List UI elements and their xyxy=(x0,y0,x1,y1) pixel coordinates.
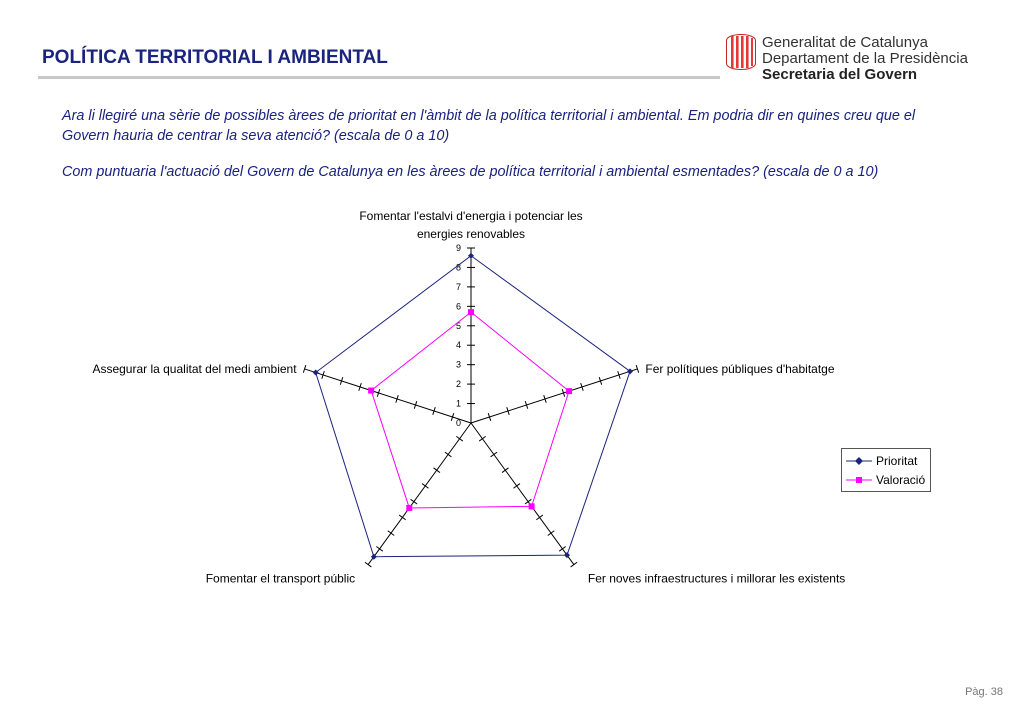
category-label: Fer polítiques públiques d'habitatge xyxy=(645,361,835,376)
brand-line1: Generalitat de Catalunya xyxy=(762,34,928,51)
radar-tick xyxy=(399,515,405,520)
category-label: Fomentar l'estalvi d'energia i potenciar les xyxy=(359,209,583,223)
category-label: energies renovables xyxy=(416,227,526,241)
radar-tick-label: 6 xyxy=(455,301,461,312)
radar-tick xyxy=(479,436,485,441)
question-rating: Com puntuaria l'actuació del Govern de Catalunya en les àrees de política territorial i ambiental esmentades? (escala de 0 a 10) xyxy=(62,164,879,180)
radar-tick-label: 7 xyxy=(455,281,461,292)
radar-tick xyxy=(513,484,519,489)
data-point-valoracio xyxy=(368,388,374,394)
data-point-valoracio xyxy=(406,505,412,511)
brand-line2: Departament de la Presidència xyxy=(762,50,968,67)
radar-tick xyxy=(422,484,428,489)
legend-swatch-valoracio xyxy=(846,475,872,485)
radar-tick-label: 5 xyxy=(455,320,461,331)
question-priority: Ara li llegiré una sèrie de possibles àrees de prioritat en l'àmbit de la política territorial i ambiental. Em podria dir en quines creu que el Govern hauria de centrar la seva atenció? (escala de 0 a 10) xyxy=(62,108,916,144)
data-point-valoracio xyxy=(468,309,474,315)
page-title: POLÍTICA TERRITORIAL I AMBIENTAL xyxy=(42,47,388,68)
radar-tick-label: 3 xyxy=(455,359,461,370)
radar-tick xyxy=(559,546,565,551)
radar-tick-label: 4 xyxy=(455,340,461,351)
chart-legend xyxy=(841,448,931,492)
radar-tick-label: 0 xyxy=(455,418,461,428)
radar-tick xyxy=(536,515,542,520)
category-label: Fomentar el transport públic xyxy=(205,571,356,586)
page-number: Pàg. 38 xyxy=(965,686,1003,698)
radar-spoke xyxy=(471,423,574,565)
category-label: Assegurar la qualitat del medi ambient xyxy=(92,361,297,376)
series-line-valoracio xyxy=(371,312,569,508)
category-label: Fer noves infraestructures i millorar les existents xyxy=(587,571,846,586)
radar-tick-label: 2 xyxy=(455,379,461,390)
radar-tick xyxy=(571,562,577,567)
radar-tick xyxy=(502,468,508,473)
brand-line3: Secretaria del Govern xyxy=(762,66,918,83)
series-line-prioritat xyxy=(316,256,630,557)
radar-tick xyxy=(491,452,497,457)
legend-item-valoracio xyxy=(846,472,925,488)
radar-tick-label: 8 xyxy=(455,262,461,273)
radar-spoke xyxy=(368,423,471,565)
radar-tick xyxy=(388,531,394,536)
legend-label-valoracio: Valoració xyxy=(876,473,926,487)
radar-spoke xyxy=(471,369,637,423)
legend-item-prioritat xyxy=(846,453,917,469)
radar-tick xyxy=(445,452,451,457)
data-point-valoracio xyxy=(529,503,535,509)
radar-tick xyxy=(411,499,417,504)
radar-tick xyxy=(376,546,382,551)
radar-tick xyxy=(433,468,439,473)
radar-tick xyxy=(548,531,554,536)
radar-tick xyxy=(525,499,531,504)
legend-label-prioritat: Prioritat xyxy=(876,454,918,468)
radar-tick xyxy=(365,562,371,567)
radar-tick-label: 1 xyxy=(455,398,461,409)
radar-tick xyxy=(456,436,462,441)
radar-tick-label: 9 xyxy=(455,243,461,253)
legend-swatch-prioritat xyxy=(846,456,872,466)
data-point-valoracio xyxy=(566,388,572,394)
